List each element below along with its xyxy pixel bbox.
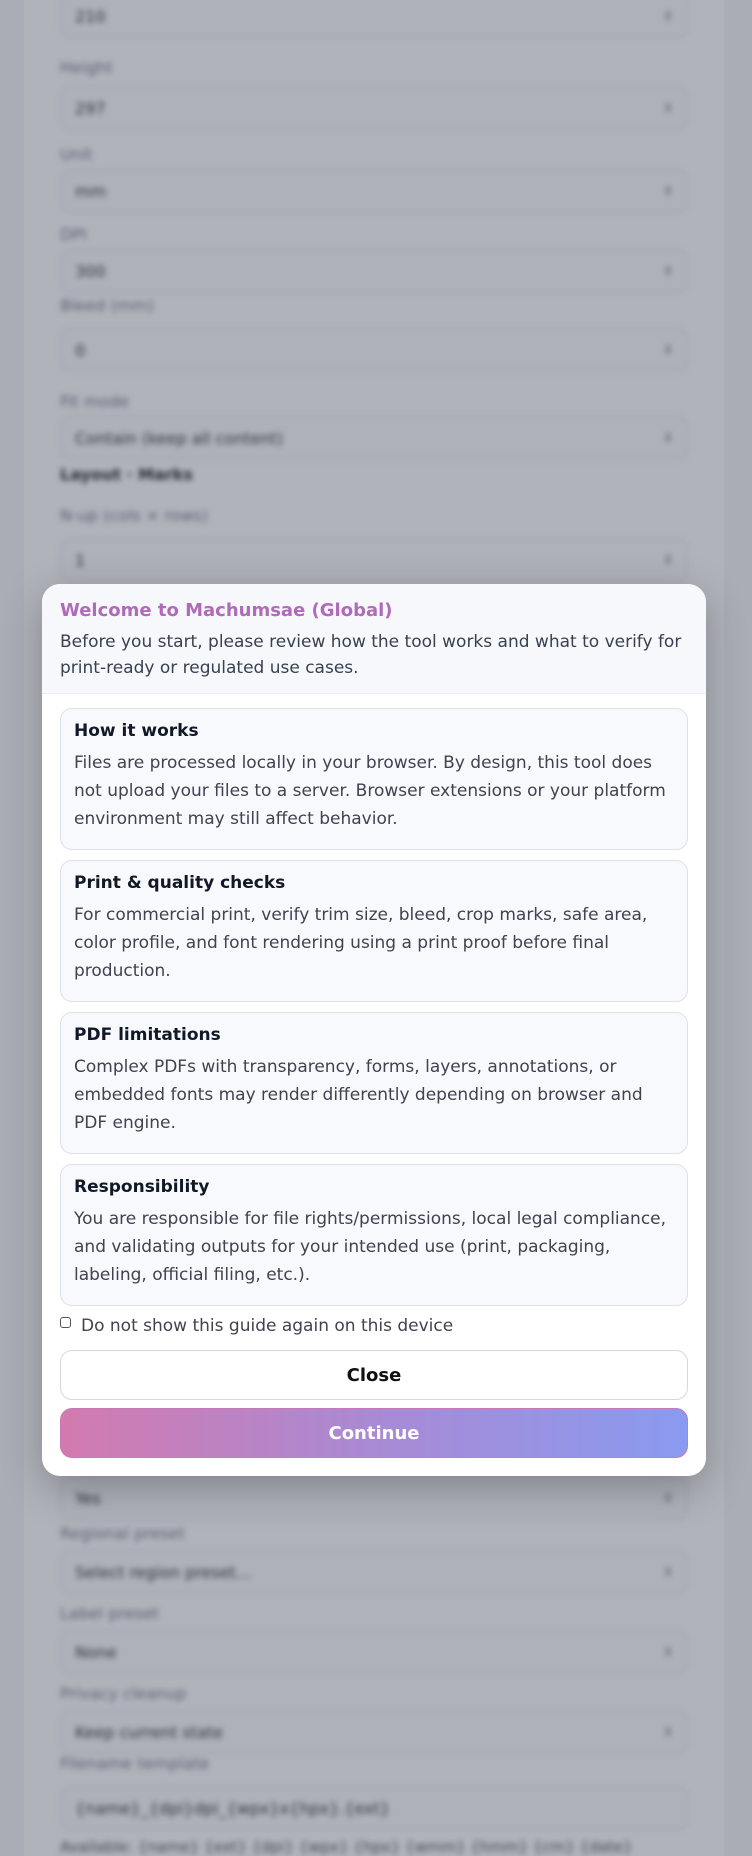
stepper-icon[interactable]: ⇕ (662, 9, 673, 23)
chevron-icon: ⇕ (662, 431, 673, 445)
width-field[interactable]: 210 ⇕ (60, 0, 688, 38)
chevron-icon: ⇕ (662, 1491, 673, 1505)
card-responsibility (60, 1164, 688, 1306)
stepper-icon[interactable]: ⇕ (662, 553, 673, 567)
card-text: Files are processed locally in your browser. By design, this tool does not upload your files to a server. Browser extensions or your platform environment may still affect behavior. (74, 753, 666, 829)
bleed-field[interactable]: Bleed (mm) 0 ⇕ (60, 296, 688, 372)
chevron-icon: ⇕ (662, 1725, 673, 1739)
label-preset-select[interactable]: Label preset None ⇕ (60, 1604, 688, 1674)
dialog-subtitle: Before you start, please review how the tool works and what to verify for print-ready or regulated use cases. (60, 632, 682, 678)
dialog-title: Welcome to Machumsae (Global) (60, 600, 393, 621)
dpi-field[interactable]: DPI 300 ⇕ (60, 225, 688, 293)
privacy-cleanup-select[interactable]: Privacy cleanup Keep current state ⇕ (60, 1684, 688, 1754)
available-tokens-text: Available: {name} {ext} {dpi} {wpx} {hpx} {wmm} {hmm} {cm} {date} (60, 1838, 633, 1856)
chevron-icon: ⇕ (662, 184, 673, 198)
regional-preset-select[interactable]: Regional preset Select region preset... ⇕ (60, 1524, 688, 1594)
dont-show-again-checkbox[interactable] (60, 1317, 71, 1328)
chevron-icon: ⇕ (662, 1645, 673, 1659)
close-button[interactable]: Close (60, 1350, 688, 1400)
card-pdf-limitations (60, 1012, 688, 1154)
card-print-quality (60, 860, 688, 1002)
section-heading-layout: Layout · Marks (60, 465, 193, 484)
card-title: How it works (74, 721, 199, 741)
dont-show-again-row[interactable] (60, 1316, 453, 1336)
card-text: Complex PDFs with transparency, forms, layers, annotations, or embedded fonts may render differently depending on browser and PDF engine. (74, 1057, 643, 1133)
chevron-icon: ⇕ (662, 1565, 673, 1579)
stepper-icon[interactable]: ⇕ (662, 101, 673, 115)
fit-mode-select[interactable]: Fit mode Contain (keep all content) ⇕ (60, 392, 688, 460)
filename-template-field[interactable]: Filename template {name}_{dpi}dpi_{wpx}x{hpx}.{ext} (60, 1754, 688, 1830)
continue-button[interactable]: Continue (60, 1408, 688, 1458)
stepper-icon[interactable]: ⇕ (662, 264, 673, 278)
stepper-icon[interactable]: ⇕ (662, 343, 673, 357)
dialog-header (42, 584, 706, 694)
card-how-it-works (60, 708, 688, 850)
card-title: Print & quality checks (74, 873, 286, 893)
unit-select[interactable]: Unit mm ⇕ (60, 145, 688, 213)
card-title: PDF limitations (74, 1025, 221, 1045)
nup-field[interactable]: N-up (cols × rows) 1 ⇕ (60, 506, 688, 582)
card-text: You are responsible for file rights/permissions, local legal compliance, and validating outputs for your intended use (print, packaging, labeling, official filing, etc.). (74, 1209, 667, 1285)
height-field[interactable]: Height 297 ⇕ (60, 58, 688, 130)
welcome-dialog (42, 584, 706, 1476)
card-text: For commercial print, verify trim size, bleed, crop marks, safe area, color profile, and font rendering using a print proof before final production. (74, 905, 648, 981)
card-title: Responsibility (74, 1177, 210, 1197)
dont-show-again-label[interactable]: Do not show this guide again on this device (81, 1316, 454, 1336)
yes-select[interactable]: Yes ⇕ (60, 1476, 688, 1520)
